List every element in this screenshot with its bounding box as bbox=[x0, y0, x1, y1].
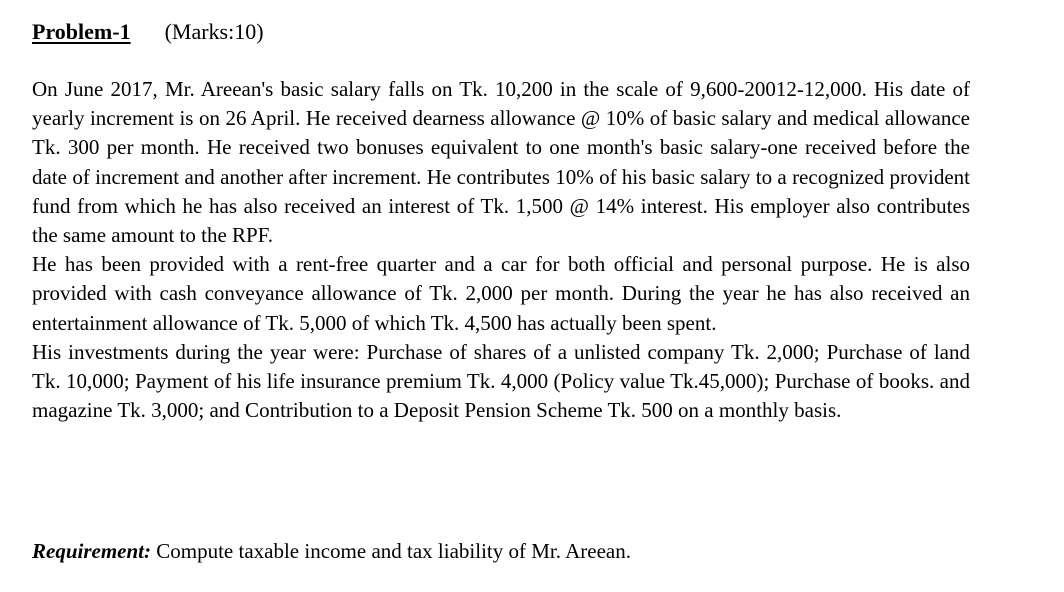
problem-title: Problem-1 bbox=[32, 19, 131, 44]
marks-label: (Marks:10) bbox=[164, 19, 264, 44]
requirement-text: Compute taxable income and tax liability of Mr. Areean. bbox=[151, 539, 631, 563]
paragraph-investments: His investments during the year were: Purchase of shares of a unlisted company Tk. 2,000; Purchase of land Tk. 10,000; Payment of his life insurance premium Tk. 4,000 (Policy value Tk.45,000); Purchase of books. and magazine Tk. 3,000; and Contribution to a Deposit Pension Scheme Tk. 500 on a monthly basis. bbox=[32, 339, 970, 423]
requirement-line bbox=[32, 537, 631, 565]
requirement-label: Requirement: bbox=[32, 539, 151, 563]
problem-heading bbox=[32, 18, 264, 46]
problem-body bbox=[32, 75, 970, 425]
paragraph-perquisites: He has been provided with a rent-free quarter and a car for both official and personal purpose. He is also provided with cash conveyance allowance of Tk. 2,000 per month. During the year he has also received an entertainment allowance of Tk. 5,000 of which Tk. 4,500 has actually been spent. bbox=[32, 252, 970, 335]
paragraph-salary: On June 2017, Mr. Areean's basic salary falls on Tk. 10,200 in the scale of 9,600-20012-12,000. His date of yearly increment is on 26 April. He received dearness allowance @ 10% of basic salary and medical allowance Tk. 300 per month. He received two bonuses equivalent to one month's basic salary-one received before the date of increment and another after increment. He contributes 10% of his basic salary to a recognized provident fund from which he has also received an interest of Tk. 1,500 @ 14% interest. His employer also contributes the same amount to the RPF. bbox=[32, 77, 970, 248]
